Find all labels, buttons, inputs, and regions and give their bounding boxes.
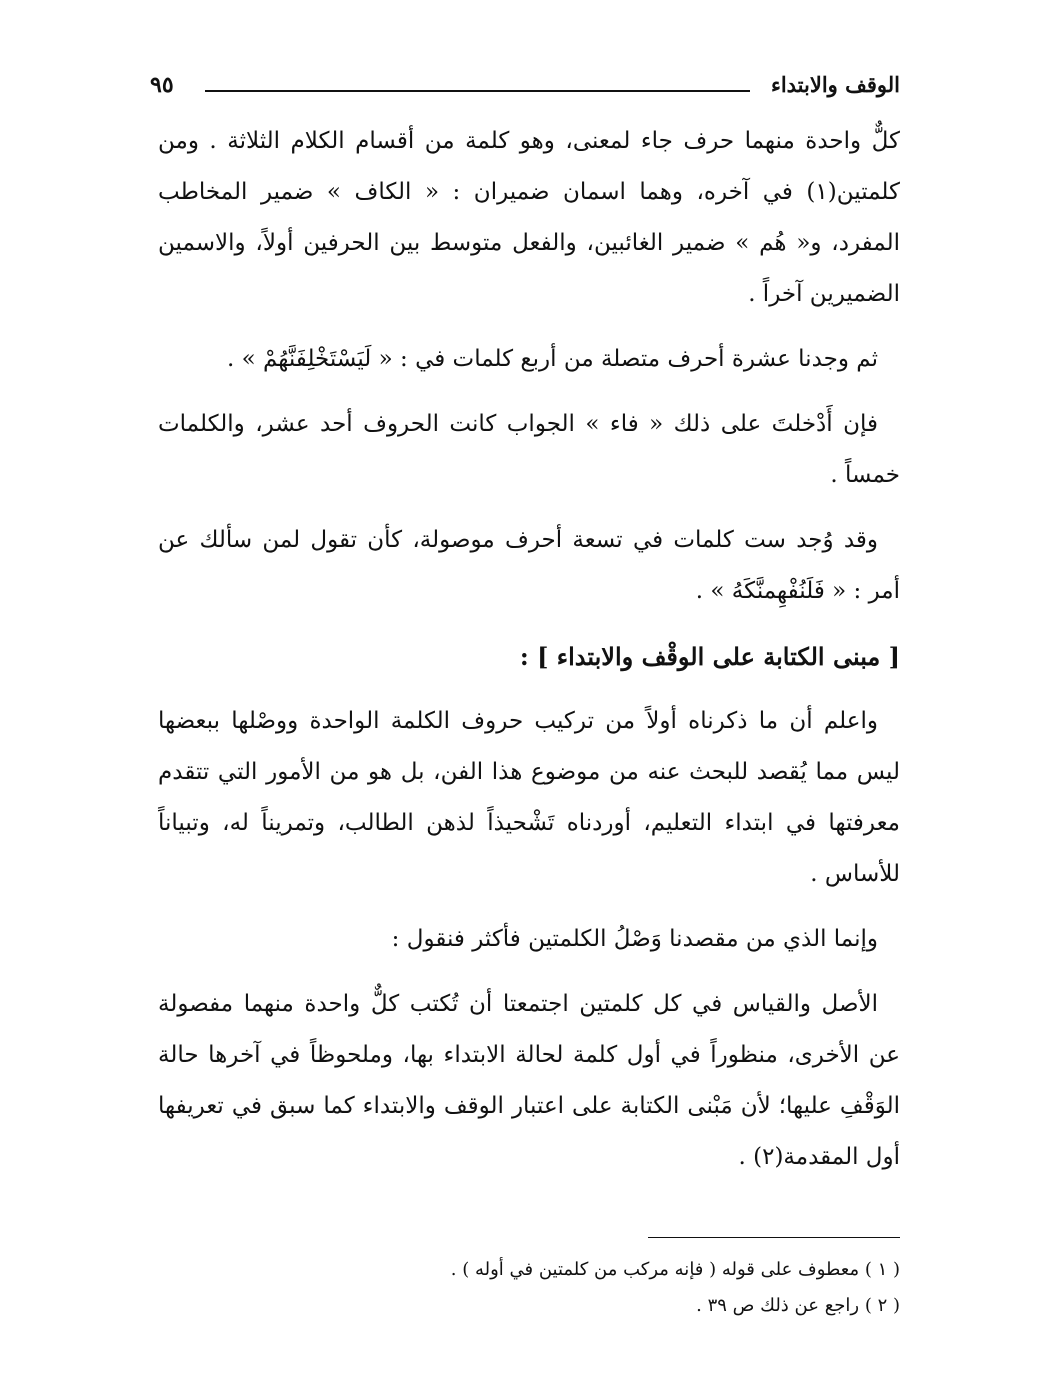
footnote-rule (648, 1237, 900, 1238)
running-title: الوقف والابتداء (770, 72, 900, 97)
paragraph-7: الأصل والقياس في كل كلمتين اجتمعتا أن تُكتب كلٌّ واحدة منهما مفصولة عن الأخرى، منظوراً في أول كلمة لحالة الابتداء بها، وملحوظاً في آخرها حالة الوَقْفِ عليها؛ لأن مَبْنى الكتابة على اعتبار الوقف والابتداء كما سبق في تعريفها أول المقدمة(٢) . (158, 991, 900, 1170)
paragraph-6: وإنما الذي من مقصدنا وَصْلُ الكلمتين فأكثر فنقول : (391, 926, 878, 952)
paragraph-1: كلٌّ واحدة منهما حرف جاء لمعنى، وهو كلمة من أقسام الكلام الثلاثة . ومن كلمتين(١) في آخره، وهما اسمان ضميران : « الكاف » ضمير المخاطب المفرد، و« هُم » ضمير الغائبين، والفعل متوسط بين الحرفين أولاً، والاسمين الضميرين آخراً . (158, 128, 900, 307)
footnote-1: ( ١ ) معطوف على قوله ( فإنه مركب من كلمتين في أوله ) . (450, 1259, 900, 1280)
paragraph-5: واعلم أن ما ذكرناه أولاً من تركيب حروف الكلمة الواحدة ووصْلها ببعضها ليس مما يُقصد للبحث عنه من موضوع هذا الفن، بل هو من الأمور التي تتقدم معرفتها في ابتداء التعليم، أوردناه تَشْحيذاً لذهن الطالب، وتمريناً له، وتبياناً للأساس . (158, 708, 900, 887)
footnote-2: ( ٢ ) راجع عن ذلك ص ٣٩ . (696, 1295, 900, 1316)
main-text (158, 116, 900, 1197)
header-rule (205, 90, 750, 92)
paragraph-3: فإن أَدْخلتَ على ذلك « فاء » الجواب كانت الحروف أحد عشر، والكلمات خمساً . (158, 411, 900, 488)
paragraph-4: وقد وُجد ست كلمات في تسعة أحرف موصولة، كأن تقول لمن سألك عن أمر : « فَلَنُفْهِمنَّكَهُ » . (158, 527, 900, 604)
section-heading: [ مبنى الكتابة على الوقْف والابتداء ] : (519, 642, 900, 671)
footnotes (300, 1252, 900, 1324)
paragraph-2: ثم وجدنا عشرة أحرف متصلة من أربع كلمات في : « لَيَسْتَخْلِفَنَّهُمْ » . (226, 346, 878, 372)
page-header (150, 70, 900, 104)
page-number: ٩٥ (150, 72, 174, 98)
